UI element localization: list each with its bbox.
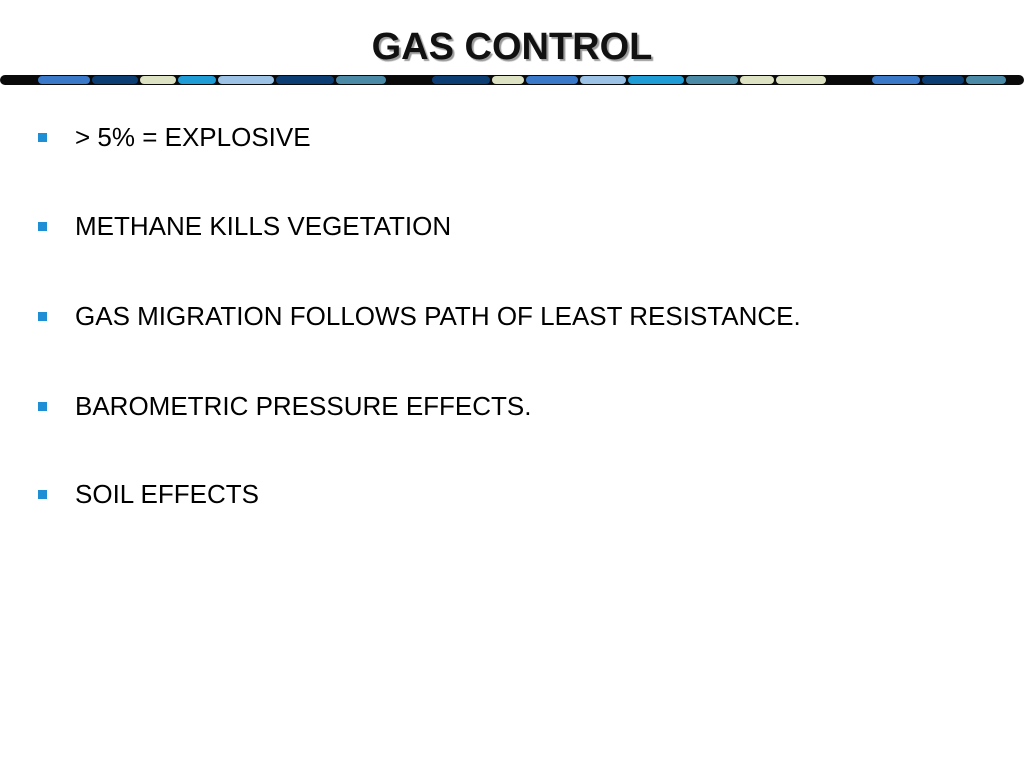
divider-segments — [0, 75, 1024, 85]
bullet-text: BAROMETRIC PRESSURE EFFECTS. — [75, 391, 532, 421]
bullet-text: > 5% = EXPLOSIVE — [75, 122, 311, 152]
bullet-text: SOIL EFFECTS — [75, 479, 259, 509]
decorative-divider-bar — [0, 75, 1024, 85]
bullet-item — [0, 476, 1024, 512]
bullet-text: GAS MIGRATION FOLLOWS PATH OF LEAST RESISTANCE. — [75, 301, 801, 331]
bullet-text: METHANE KILLS VEGETATION — [75, 211, 452, 241]
square-bullet-icon — [38, 312, 47, 321]
slide-title: GAS CONTROL — [371, 26, 653, 68]
square-bullet-icon — [38, 222, 47, 231]
bullet-item — [0, 298, 1024, 334]
square-bullet-icon — [38, 133, 47, 142]
bullet-item — [0, 388, 1024, 424]
square-bullet-icon — [38, 490, 47, 499]
square-bullet-icon — [38, 402, 47, 411]
bullet-item — [0, 208, 1024, 244]
bullet-item — [0, 119, 1024, 155]
